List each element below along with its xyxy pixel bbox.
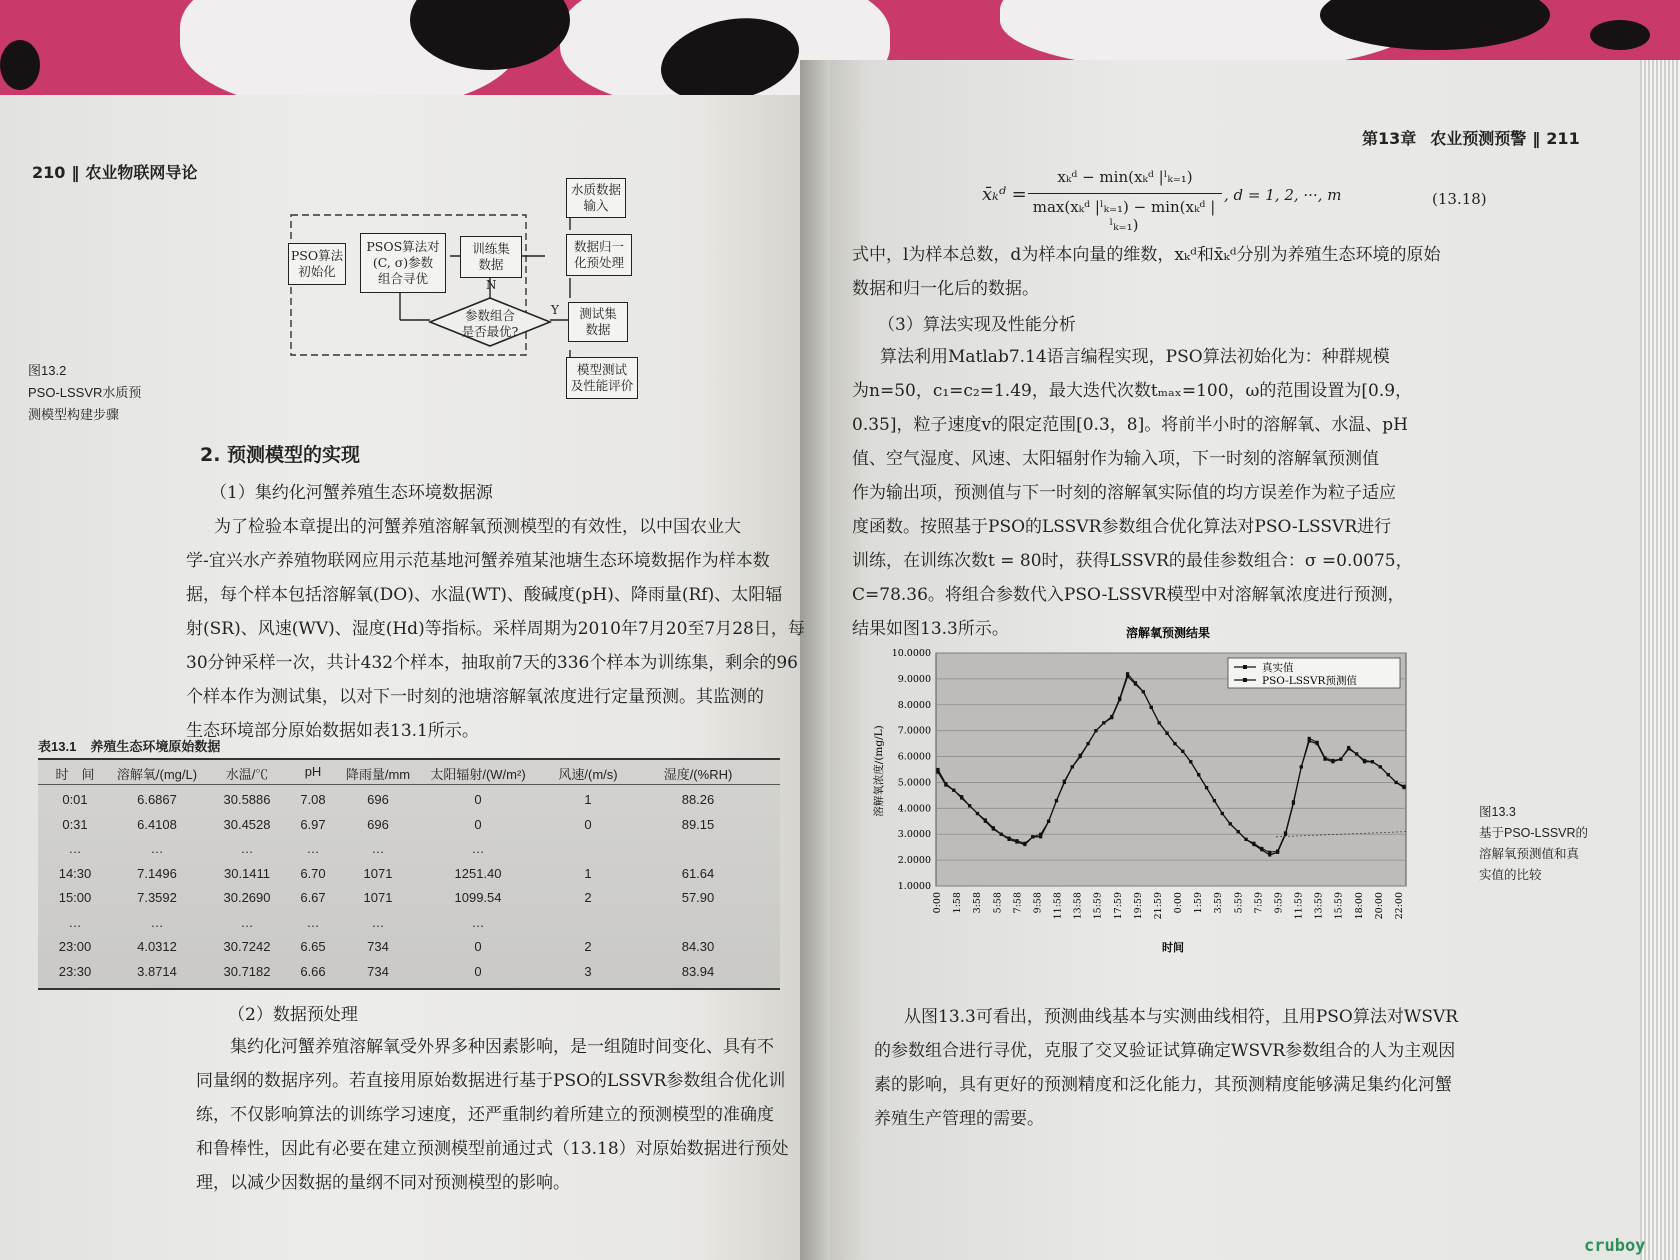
data-point bbox=[1173, 742, 1176, 745]
para1-line: 30分钟采样一次，共计432个样本，抽取前7天的336个样本为训练集，剩余的96 bbox=[186, 653, 798, 673]
para1-line: 据，每个样本包括溶解氧(DO)、水温(WT)、酸碱度(pH)、降雨量(Rf)、太阳辐 bbox=[186, 585, 783, 605]
data-point bbox=[1300, 765, 1303, 768]
table-cell: 0:31 bbox=[62, 816, 88, 832]
figure-13-3-line3: 实值的比较 bbox=[1479, 868, 1542, 882]
data-point bbox=[1094, 729, 1097, 732]
data-point bbox=[1221, 812, 1224, 815]
table-caption-title: 养殖生态环境原始数据 bbox=[90, 739, 221, 754]
formula-fraction-bar bbox=[1028, 193, 1222, 194]
data-point bbox=[1402, 785, 1405, 788]
table-cell: 6.66 bbox=[300, 963, 326, 979]
data-point bbox=[1395, 781, 1398, 784]
data-point bbox=[1007, 837, 1010, 840]
table-cell: 6.67 bbox=[300, 890, 326, 905]
y-axis-label: 溶解氧浓度/(mg/L) bbox=[873, 725, 885, 817]
para1-line: 生态环境部分原始数据如表13.1所示。 bbox=[186, 721, 479, 741]
data-point bbox=[1142, 690, 1145, 693]
flow-box-test-data: 测试集 数据 bbox=[568, 302, 628, 342]
table-header-cell: 湿度/(%RH) bbox=[663, 767, 733, 782]
x-tick-label: 21:59 bbox=[1152, 892, 1164, 920]
para2-line: 和鲁棒性，因此有必要在建立预测模型前通过式（13.18）对原始数据进行预处 bbox=[196, 1139, 789, 1159]
table-cell: 6.6867 bbox=[137, 792, 177, 807]
table-cell: 7.08 bbox=[300, 792, 326, 807]
data-point bbox=[1039, 833, 1042, 836]
data-point bbox=[1244, 838, 1247, 841]
left-page-number: 210 bbox=[32, 163, 66, 182]
chapter-label: 第13章 bbox=[1362, 129, 1417, 148]
table-cell: 6.97 bbox=[300, 816, 326, 832]
table-cell: 0 bbox=[474, 939, 482, 954]
data-point bbox=[1063, 780, 1066, 783]
x-tick-label: 3:59 bbox=[1213, 892, 1225, 914]
table-cell: 1071 bbox=[363, 890, 393, 905]
x-tick-label: 11:59 bbox=[1293, 892, 1305, 920]
table-cell: … bbox=[68, 841, 82, 856]
table-cell: 734 bbox=[367, 963, 389, 979]
table-cell: … bbox=[371, 914, 385, 930]
table-header-cell: 时 间 bbox=[55, 767, 95, 782]
flow-label-n: N bbox=[486, 278, 497, 292]
y-tick-label: 4.0000 bbox=[897, 803, 931, 815]
data-point bbox=[1150, 706, 1153, 709]
data-point bbox=[992, 826, 995, 829]
table-cell: … bbox=[150, 914, 164, 930]
x-tick-label: 3:58 bbox=[972, 892, 984, 914]
data-point bbox=[1379, 765, 1382, 768]
para4-line: 从图13.3可看出，预测曲线基本与实测曲线相符，且用PSO算法对WSVR bbox=[904, 1007, 1459, 1027]
table-cell: 6.65 bbox=[300, 939, 326, 954]
table-cell: 2 bbox=[584, 939, 592, 954]
data-point bbox=[1371, 760, 1374, 763]
formula-tail: , d = 1, 2, ···, m bbox=[1224, 186, 1342, 204]
flow-decision-label: 参数组合 是否最优? bbox=[461, 308, 519, 339]
data-point bbox=[1355, 752, 1358, 755]
table-cell: 30.5886 bbox=[223, 792, 271, 807]
legend-series-1: 真实值 bbox=[1262, 662, 1294, 674]
table-cell: 696 bbox=[367, 792, 389, 807]
data-point bbox=[1205, 786, 1208, 789]
x-tick-label: 13:59 bbox=[1313, 892, 1325, 920]
y-tick-label: 7.0000 bbox=[897, 725, 931, 737]
table-header-cell: 太阳辐射/(W/m²) bbox=[430, 767, 526, 782]
para4-line: 素的影响，具有更好的预测精度和泛化能力，其预测精度能够满足集约化河蟹 bbox=[874, 1075, 1452, 1095]
para3-line: 为n=50，c₁=c₂=1.49，最大迭代次数tₘₐₓ=100，ω的范围设置为[0.9， bbox=[852, 381, 1413, 401]
table-header-cell: 水温/℃ bbox=[225, 767, 269, 782]
table-cell: 0 bbox=[584, 816, 592, 832]
data-point bbox=[1237, 830, 1240, 833]
y-tick-label: 10.0000 bbox=[891, 648, 931, 659]
formula-denominator: max(xₖᵈ |ˡₖ₌₁) − min(xₖᵈ |ˡₖ₌₁) bbox=[1032, 198, 1216, 234]
table-cell: 1 bbox=[584, 865, 592, 881]
chart-legend bbox=[1228, 658, 1400, 688]
table-cell: 30.2690 bbox=[223, 890, 271, 905]
x-tick-label: 11:58 bbox=[1052, 892, 1064, 920]
data-point bbox=[1079, 754, 1082, 757]
legend-series-2: PSO-LSSVR预测值 bbox=[1262, 675, 1357, 687]
data-point bbox=[1213, 799, 1216, 802]
flow-box-psos-optimization: PSOS算法对 (C, σ)参数 组合寻优 bbox=[360, 233, 446, 293]
page-edges bbox=[1640, 60, 1680, 1260]
subsection-2-title: （2）数据预处理 bbox=[228, 1005, 358, 1025]
data-point bbox=[1181, 750, 1184, 753]
table-cell: 3 bbox=[584, 963, 592, 979]
figure-13-2-caption bbox=[28, 360, 141, 426]
data-point bbox=[1071, 765, 1074, 768]
table-cell: 696 bbox=[367, 816, 389, 832]
flow-box-evaluate: 模型测试 及性能评价 bbox=[566, 357, 638, 399]
table-caption-number: 表13.1 bbox=[38, 739, 77, 754]
x-tick-label: 1:59 bbox=[1193, 892, 1205, 914]
table-cell: 0:01 bbox=[62, 792, 88, 807]
chapter-title: 农业预测预警 bbox=[1430, 129, 1527, 148]
right-page-number: 211 bbox=[1546, 129, 1580, 148]
table-cell: 1251.40 bbox=[454, 865, 502, 881]
dissolved-oxygen-chart bbox=[868, 625, 1428, 955]
flow-box-pso-init: PSO算法 初始化 bbox=[288, 243, 346, 285]
table-cell: 30.1411 bbox=[223, 865, 271, 881]
data-point bbox=[1197, 773, 1200, 776]
table-header-cell: 溶解氧/(mg/L) bbox=[116, 767, 198, 782]
table-header-cell: pH bbox=[304, 764, 322, 779]
data-point bbox=[968, 804, 971, 807]
x-tick-label: 5:59 bbox=[1233, 892, 1245, 914]
formula-numerator: xₖᵈ − min(xₖᵈ |ˡₖ₌₁) bbox=[1057, 168, 1193, 186]
subsection-1-title: （1）集约化河蟹养殖生态环境数据源 bbox=[210, 483, 493, 503]
subsection-3-title: （3）算法实现及性能分析 bbox=[878, 315, 1076, 335]
x-tick-labels bbox=[932, 892, 1405, 919]
figure-13-2-line2: 测模型构建步骤 bbox=[28, 407, 120, 422]
table-cell: 57.90 bbox=[681, 890, 715, 905]
data-point bbox=[1189, 760, 1192, 763]
data-point bbox=[1023, 842, 1026, 845]
y-tick-label: 8.0000 bbox=[897, 699, 931, 711]
para3-line: 度函数。按照基于PSO的LSSVR参数组合优化算法对PSO-LSSVR进行 bbox=[852, 517, 1392, 537]
table-cell: 0 bbox=[474, 963, 482, 979]
para2-line: 同量纲的数据序列。若直接用原始数据进行基于PSO的LSSVR参数组合优化训 bbox=[196, 1071, 786, 1091]
y-tick-label: 5.0000 bbox=[897, 777, 931, 789]
x-tick-label: 7:59 bbox=[1253, 892, 1265, 914]
y-tick-label: 1.0000 bbox=[897, 881, 931, 892]
para3-line: 训练，在训练次数t = 80时，获得LSSVR的最佳参数组合：σ =0.0075， bbox=[852, 551, 1413, 571]
x-tick-label: 0:00 bbox=[932, 892, 943, 914]
para3-line: C=78.36。将组合参数代入PSO-LSSVR模型中对溶解氧浓度进行预测， bbox=[852, 585, 1405, 605]
table-cell: 88.26 bbox=[681, 792, 715, 807]
data-point bbox=[944, 782, 947, 785]
data-point bbox=[1047, 820, 1050, 823]
data-point bbox=[1316, 741, 1319, 744]
watermark: cruboy bbox=[1584, 1236, 1646, 1256]
data-point bbox=[1331, 759, 1334, 762]
section-title: 2. 预测模型的实现 bbox=[200, 444, 361, 466]
table-cell: 1099.54 bbox=[454, 890, 502, 905]
data-point bbox=[1126, 672, 1129, 675]
para1-line: 为了检验本章提出的河蟹养殖溶解氧预测模型的有效性，以中国农业大 bbox=[214, 517, 741, 537]
formula-lhs: x̄ₖᵈ = bbox=[982, 184, 1027, 205]
table-cell: … bbox=[240, 841, 254, 856]
x-tick-label: 0:00 bbox=[1173, 892, 1185, 914]
table-cell: … bbox=[68, 914, 82, 930]
data-point bbox=[1323, 756, 1326, 759]
x-axis-label: 时间 bbox=[1162, 941, 1184, 954]
para3-line: 作为输出项，预测值与下一时刻的溶解氧实际值的均方误差作为粒子适应 bbox=[852, 483, 1396, 503]
flow-box-water-input: 水质数据 输入 bbox=[566, 178, 626, 218]
para3-line: 结果如图13.3所示。 bbox=[852, 619, 1009, 639]
x-tick-label: 13:58 bbox=[1072, 892, 1084, 920]
table-cell: … bbox=[471, 914, 485, 930]
data-point bbox=[1110, 715, 1113, 718]
data-point bbox=[1339, 758, 1342, 761]
table-cell: 3.8714 bbox=[137, 963, 177, 979]
data-point bbox=[1165, 732, 1168, 735]
data-point bbox=[1102, 721, 1105, 724]
figure-13-3-line1: 基于PSO-LSSVR的 bbox=[1479, 826, 1589, 840]
x-tick-label: 15:59 bbox=[1092, 892, 1104, 920]
chart-title: 溶解氧预测结果 bbox=[1125, 626, 1211, 640]
x-tick-label: 5:58 bbox=[992, 892, 1004, 914]
table-cell: 7.1496 bbox=[137, 865, 177, 881]
table-cell: 734 bbox=[367, 939, 389, 954]
book-gutter bbox=[800, 60, 830, 1260]
table-cell: … bbox=[371, 841, 385, 856]
table-cell: 1 bbox=[584, 792, 592, 807]
table-header-cell: 风速/(m/s) bbox=[558, 767, 618, 782]
data-point bbox=[984, 818, 987, 821]
data-point bbox=[1000, 833, 1003, 836]
table-cell: 61.64 bbox=[681, 865, 715, 881]
data-point bbox=[1347, 746, 1350, 749]
y-tick-label: 3.0000 bbox=[897, 829, 931, 841]
y-tick-label: 2.0000 bbox=[897, 855, 931, 867]
data-point bbox=[1086, 742, 1089, 745]
table-cell: 83.94 bbox=[681, 963, 715, 979]
data-point bbox=[952, 789, 955, 792]
table-cell: 1071 bbox=[363, 865, 393, 881]
left-running-title: 农业物联网导论 bbox=[85, 163, 198, 182]
x-tick-label: 20:00 bbox=[1373, 892, 1385, 920]
para4-line: 养殖生产管理的需要。 bbox=[874, 1109, 1044, 1129]
data-point bbox=[976, 812, 979, 815]
x-tick-label: 7:58 bbox=[1012, 892, 1024, 914]
table-header-cell: 降雨量/mm bbox=[345, 767, 411, 782]
para3-line: 值、空气湿度、风速、太阳辐射作为输入项，下一时刻的溶解氧预测值 bbox=[852, 449, 1379, 469]
data-point bbox=[960, 795, 963, 798]
para1-line: 学-宜兴水产养殖物联网应用示范基地河蟹养殖某池塘生态环境数据作为样本数 bbox=[186, 551, 770, 571]
table-cell: 6.4108 bbox=[137, 816, 177, 832]
y-tick-label: 9.0000 bbox=[897, 673, 931, 685]
data-point bbox=[1015, 839, 1018, 842]
table-cell: 15:00 bbox=[58, 890, 92, 905]
para4-line: 的参数组合进行寻优，克服了交叉验证试算确定WSVR参数组合的人为主观因 bbox=[874, 1041, 1456, 1061]
data-point bbox=[1055, 799, 1058, 802]
data-point bbox=[1268, 851, 1271, 854]
data-point bbox=[936, 768, 939, 771]
left-running-header: 210 ‖ 农业物联网导论 bbox=[32, 163, 198, 182]
data-point bbox=[1031, 835, 1034, 838]
table-cell: … bbox=[150, 841, 164, 856]
table-cell: 84.30 bbox=[681, 939, 715, 954]
para2-line: 练，不仅影响算法的训练学习速度，还严重制约着所建立的预测模型的准确度 bbox=[196, 1105, 774, 1125]
table-cell: … bbox=[471, 841, 485, 856]
figure-13-3-line2: 溶解氧预测值和真 bbox=[1479, 847, 1580, 861]
x-tick-label: 22:00 bbox=[1394, 892, 1405, 920]
data-point bbox=[1387, 773, 1390, 776]
x-tick-label: 1:58 bbox=[952, 892, 964, 914]
table-cell: 30.7182 bbox=[223, 963, 271, 979]
explain-line: 式中，l为样本总数，d为样本向量的维数，xₖᵈ和x̄ₖᵈ分别为养殖生态环境的原始 bbox=[852, 245, 1441, 265]
right-running-header: 第13章 农业预测预警 ‖ 211 bbox=[1362, 129, 1580, 148]
table-cell: 2 bbox=[584, 890, 592, 905]
table-cell: 23:30 bbox=[58, 963, 92, 979]
data-table bbox=[38, 758, 780, 990]
y-tick-label: 6.0000 bbox=[897, 751, 931, 763]
para1-line: 个样本作为测试集，以对下一时刻的池塘溶解氧浓度进行定量预测。其监测的 bbox=[186, 687, 764, 707]
x-tick-label: 17:59 bbox=[1112, 892, 1124, 920]
flow-box-normalize: 数据归一 化预处理 bbox=[566, 234, 632, 276]
para2-line: 集约化河蟹养殖溶解氧受外界多种因素影响，是一组随时间变化、具有不 bbox=[230, 1037, 774, 1057]
para3-line: 0.35]，粒子速度v的限定范围[0.3，8]。将前半小时的溶解氧、水温、pH bbox=[852, 415, 1408, 435]
table-cell: … bbox=[306, 841, 320, 856]
data-point bbox=[1229, 822, 1232, 825]
table-cell: 0 bbox=[474, 816, 482, 832]
table-cell: 30.4528 bbox=[223, 816, 271, 832]
x-tick-label: 9:59 bbox=[1273, 892, 1285, 914]
data-point bbox=[1308, 737, 1311, 740]
table-cell: 0 bbox=[474, 792, 482, 807]
figure-13-3-caption bbox=[1479, 802, 1588, 886]
data-point bbox=[1276, 849, 1279, 852]
data-point bbox=[1134, 681, 1137, 684]
para2-line: 理，以减少因数据的量纲不同对预测模型的影响。 bbox=[196, 1173, 570, 1193]
explain-line: 数据和归一化后的数据。 bbox=[852, 279, 1039, 299]
figure-13-2-number: 图13.2 bbox=[28, 363, 67, 378]
table-cell: 4.0312 bbox=[137, 939, 177, 954]
table-cell: … bbox=[306, 914, 320, 930]
x-tick-label: 18:00 bbox=[1353, 892, 1365, 920]
data-point bbox=[1363, 759, 1366, 762]
table-cell: 23:00 bbox=[58, 939, 92, 954]
figure-13-2-line1: PSO-LSSVR水质预 bbox=[28, 385, 142, 400]
data-point bbox=[1292, 800, 1295, 803]
x-tick-label: 15:59 bbox=[1333, 892, 1345, 920]
table-caption bbox=[38, 736, 220, 755]
flow-box-train-data: 训练集 数据 bbox=[460, 236, 522, 278]
data-point bbox=[1284, 831, 1287, 834]
table-cell: 30.7242 bbox=[223, 939, 271, 954]
table-cell: 89.15 bbox=[681, 816, 715, 832]
x-tick-label: 9:58 bbox=[1032, 892, 1044, 914]
data-point bbox=[1260, 847, 1263, 850]
figure-13-3-number: 图13.3 bbox=[1479, 805, 1516, 819]
table-cell: 6.70 bbox=[300, 865, 326, 881]
formula-number: (13.18) bbox=[1432, 190, 1487, 208]
table-cell: … bbox=[240, 914, 254, 930]
y-tick-labels bbox=[892, 648, 931, 892]
para3-line: 算法利用Matlab7.14语言编程实现，PSO算法初始化为：种群规模 bbox=[880, 347, 1390, 367]
data-point bbox=[1158, 721, 1161, 724]
x-tick-label: 19:59 bbox=[1132, 892, 1144, 920]
flow-label-y: Y bbox=[551, 303, 559, 317]
para1-line: 射(SR)、风速(WV)、湿度(Hd)等指标。采样周期为2010年7月20至7月28日，每 bbox=[186, 619, 805, 639]
table-cell: 7.3592 bbox=[137, 890, 177, 905]
data-point bbox=[1252, 842, 1255, 845]
table-cell: 14:30 bbox=[58, 865, 92, 881]
data-point bbox=[1118, 697, 1121, 700]
